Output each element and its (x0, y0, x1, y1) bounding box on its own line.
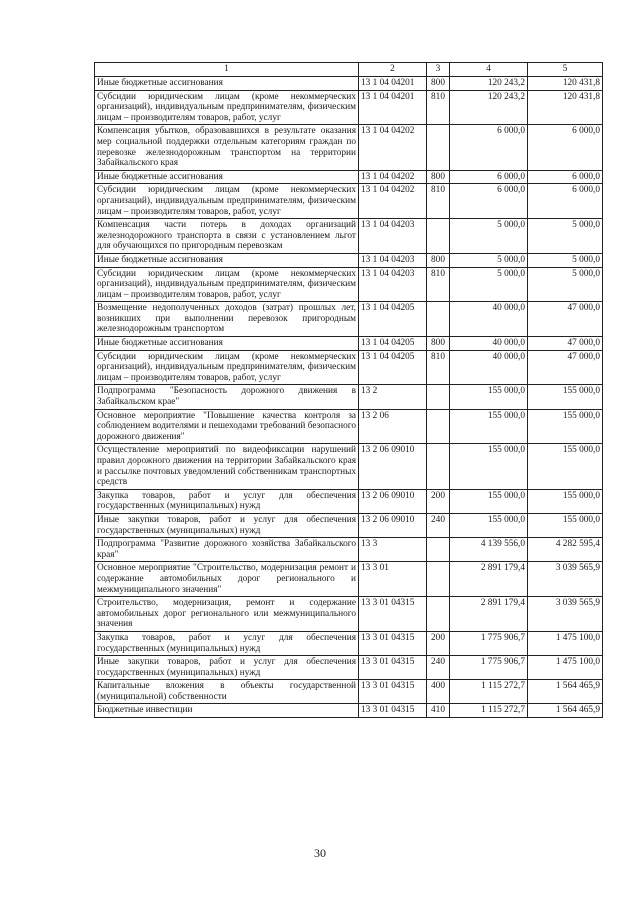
cell-code: 13 1 04 04203 (359, 267, 427, 302)
cell-amount-2: 120 431,8 (528, 77, 603, 91)
cell-amount-1: 40 000,0 (450, 350, 528, 385)
table-body (95, 77, 603, 718)
table-row (95, 538, 603, 562)
cell-code: 13 3 01 04315 (359, 597, 427, 632)
cell-expense-type: 810 (427, 184, 450, 219)
cell-name: Подпрограмма "Развитие дорожного хозяйства Забайкальского края" (95, 538, 359, 562)
cell-code: 13 2 06 09010 (359, 444, 427, 489)
cell-expense-type: 200 (427, 489, 450, 513)
cell-name: Закупка товаров, работ и услуг для обеспечения государственных (муниципальных) нужд (95, 631, 359, 655)
cell-amount-2: 1 475 100,0 (528, 656, 603, 680)
cell-expense-type (427, 562, 450, 597)
table-row (95, 631, 603, 655)
cell-name: Капитальные вложения в объекты государственной (муниципальной) собственности (95, 680, 359, 704)
cell-amount-1: 6 000,0 (450, 170, 528, 184)
budget-table (94, 62, 603, 718)
table-header-row (95, 63, 603, 77)
cell-name: Осуществление мероприятий по видеофиксации нарушений правил дорожного движения на территории Забайкальского края и рассылке почтовых уведомлений собственникам транспортных средств (95, 444, 359, 489)
cell-amount-1: 155 000,0 (450, 409, 528, 444)
table-row (95, 409, 603, 444)
cell-name: Возмещение недополученных доходов (затрат) прошлых лет, возникших при выполнении перевозок пригородным железнодорожным транспортом (95, 302, 359, 337)
cell-expense-type: 810 (427, 350, 450, 385)
table-row (95, 350, 603, 385)
cell-name: Бюджетные инвестиции (95, 704, 359, 718)
cell-name: Основное мероприятие "Повышение качества контроля за соблюдением водителями и пешеходами требований безопасного дорожного движения" (95, 409, 359, 444)
table-row (95, 90, 603, 125)
cell-name: Иные бюджетные ассигнования (95, 77, 359, 91)
cell-amount-1: 155 000,0 (450, 385, 528, 409)
table-row (95, 253, 603, 267)
page-number: 30 (314, 846, 326, 860)
cell-name: Компенсация части потерь в доходах организаций железнодорожного транспорта в связи с установлением льгот для обучающихся по пригородным перевозкам (95, 219, 359, 254)
column-header-code: 2 (359, 63, 427, 77)
cell-code: 13 1 04 04203 (359, 219, 427, 254)
cell-code: 13 2 06 09010 (359, 513, 427, 537)
cell-amount-2: 6 000,0 (528, 184, 603, 219)
cell-amount-1: 4 139 556,0 (450, 538, 528, 562)
cell-name: Закупка товаров, работ и услуг для обеспечения государственных (муниципальных) нужд (95, 489, 359, 513)
cell-code: 13 1 04 04201 (359, 90, 427, 125)
cell-amount-2: 1 564 465,9 (528, 680, 603, 704)
cell-expense-type: 800 (427, 337, 450, 351)
cell-amount-1: 6 000,0 (450, 125, 528, 170)
cell-amount-2: 155 000,0 (528, 409, 603, 444)
cell-code: 13 1 04 04201 (359, 77, 427, 91)
cell-expense-type: 240 (427, 513, 450, 537)
table-row (95, 704, 603, 718)
cell-amount-1: 2 891 179,4 (450, 562, 528, 597)
column-header-name: 1 (95, 63, 359, 77)
table-row (95, 489, 603, 513)
cell-amount-2: 3 039 565,9 (528, 597, 603, 632)
cell-code: 13 1 04 04202 (359, 125, 427, 170)
cell-amount-2: 155 000,0 (528, 489, 603, 513)
cell-code: 13 2 (359, 385, 427, 409)
cell-expense-type (427, 538, 450, 562)
cell-amount-2: 5 000,0 (528, 219, 603, 254)
cell-amount-1: 1 775 906,7 (450, 631, 528, 655)
cell-code: 13 1 04 04202 (359, 170, 427, 184)
table-row (95, 562, 603, 597)
cell-amount-1: 120 243,2 (450, 90, 528, 125)
cell-amount-2: 155 000,0 (528, 444, 603, 489)
table-row (95, 170, 603, 184)
cell-name: Субсидии юридическим лицам (кроме некоммерческих организаций), индивидуальным предпринимателям, физическим лицам – производителям товаров, работ, услуг (95, 350, 359, 385)
cell-amount-1: 155 000,0 (450, 489, 528, 513)
cell-name: Иные бюджетные ассигнования (95, 170, 359, 184)
table-row (95, 656, 603, 680)
cell-name: Иные закупки товаров, работ и услуг для обеспечения государственных (муниципальных) нужд (95, 656, 359, 680)
cell-name: Иные бюджетные ассигнования (95, 253, 359, 267)
cell-amount-2: 1 564 465,9 (528, 704, 603, 718)
cell-amount-1: 120 243,2 (450, 77, 528, 91)
table-row (95, 267, 603, 302)
cell-amount-2: 155 000,0 (528, 385, 603, 409)
cell-expense-type: 410 (427, 704, 450, 718)
table-row (95, 302, 603, 337)
cell-expense-type (427, 219, 450, 254)
cell-amount-1: 5 000,0 (450, 267, 528, 302)
cell-amount-1: 5 000,0 (450, 253, 528, 267)
cell-expense-type: 800 (427, 253, 450, 267)
cell-name: Субсидии юридическим лицам (кроме некоммерческих организаций), индивидуальным предпринимателям, физическим лицам – производителям товаров, работ, услуг (95, 184, 359, 219)
cell-amount-1: 40 000,0 (450, 337, 528, 351)
cell-amount-2: 47 000,0 (528, 302, 603, 337)
cell-expense-type: 810 (427, 267, 450, 302)
cell-expense-type (427, 409, 450, 444)
cell-amount-1: 40 000,0 (450, 302, 528, 337)
cell-expense-type: 800 (427, 77, 450, 91)
column-header-amount-2: 5 (528, 63, 603, 77)
cell-amount-1: 5 000,0 (450, 219, 528, 254)
cell-amount-2: 47 000,0 (528, 337, 603, 351)
cell-code: 13 1 04 04205 (359, 302, 427, 337)
cell-code: 13 1 04 04203 (359, 253, 427, 267)
cell-code: 13 2 06 09010 (359, 489, 427, 513)
cell-amount-2: 3 039 565,9 (528, 562, 603, 597)
cell-expense-type: 400 (427, 680, 450, 704)
cell-amount-2: 6 000,0 (528, 170, 603, 184)
cell-amount-2: 120 431,8 (528, 90, 603, 125)
cell-expense-type (427, 444, 450, 489)
table-row (95, 219, 603, 254)
cell-expense-type (427, 385, 450, 409)
cell-expense-type (427, 597, 450, 632)
cell-expense-type: 200 (427, 631, 450, 655)
cell-amount-1: 1 775 906,7 (450, 656, 528, 680)
table-row (95, 77, 603, 91)
cell-code: 13 3 (359, 538, 427, 562)
cell-name: Иные закупки товаров, работ и услуг для обеспечения государственных (муниципальных) нужд (95, 513, 359, 537)
cell-code: 13 1 04 04205 (359, 350, 427, 385)
cell-amount-2: 1 475 100,0 (528, 631, 603, 655)
cell-amount-1: 1 115 272,7 (450, 704, 528, 718)
cell-code: 13 3 01 (359, 562, 427, 597)
cell-expense-type: 800 (427, 170, 450, 184)
cell-code: 13 3 01 04315 (359, 631, 427, 655)
cell-amount-2: 5 000,0 (528, 267, 603, 302)
cell-expense-type (427, 302, 450, 337)
cell-name: Подпрограмма "Безопасность дорожного движения в Забайкальском крае" (95, 385, 359, 409)
cell-amount-1: 155 000,0 (450, 444, 528, 489)
table-row (95, 385, 603, 409)
table-row (95, 337, 603, 351)
cell-amount-2: 6 000,0 (528, 125, 603, 170)
cell-name: Основное мероприятие "Строительство, модернизация ремонт и содержание автомобильных дорог регионального и межмуниципального значения" (95, 562, 359, 597)
cell-name: Иные бюджетные ассигнования (95, 337, 359, 351)
cell-amount-2: 47 000,0 (528, 350, 603, 385)
table-row (95, 125, 603, 170)
cell-amount-1: 155 000,0 (450, 513, 528, 537)
cell-amount-1: 1 115 272,7 (450, 680, 528, 704)
column-header-amount-1: 4 (450, 63, 528, 77)
cell-name: Субсидии юридическим лицам (кроме некоммерческих организаций), индивидуальным предпринимателям, физическим лицам – производителям товаров, работ, услуг (95, 90, 359, 125)
cell-name: Компенсация убытков, образовавшихся в результате оказания мер социальной поддержки отдельным категориям граждан по перевозке железнодорожным транспортом на территории Забайкальского края (95, 125, 359, 170)
cell-code: 13 1 04 04202 (359, 184, 427, 219)
cell-name: Строительство, модернизация, ремонт и содержание автомобильных дорог регионального или межмуниципального значения (95, 597, 359, 632)
cell-amount-2: 4 282 595,4 (528, 538, 603, 562)
cell-amount-1: 2 891 179,4 (450, 597, 528, 632)
table-row (95, 680, 603, 704)
cell-amount-1: 6 000,0 (450, 184, 528, 219)
cell-expense-type: 240 (427, 656, 450, 680)
table-row (95, 184, 603, 219)
table-row (95, 444, 603, 489)
cell-code: 13 3 01 04315 (359, 704, 427, 718)
cell-expense-type (427, 125, 450, 170)
table-row (95, 513, 603, 537)
cell-expense-type: 810 (427, 90, 450, 125)
table-row (95, 597, 603, 632)
column-header-vr: 3 (427, 63, 450, 77)
cell-amount-2: 155 000,0 (528, 513, 603, 537)
cell-code: 13 2 06 (359, 409, 427, 444)
cell-code: 13 3 01 04315 (359, 656, 427, 680)
cell-name: Субсидии юридическим лицам (кроме некоммерческих организаций), индивидуальным предпринимателям, физическим лицам – производителям товаров, работ, услуг (95, 267, 359, 302)
cell-code: 13 3 01 04315 (359, 680, 427, 704)
cell-amount-2: 5 000,0 (528, 253, 603, 267)
cell-code: 13 1 04 04205 (359, 337, 427, 351)
